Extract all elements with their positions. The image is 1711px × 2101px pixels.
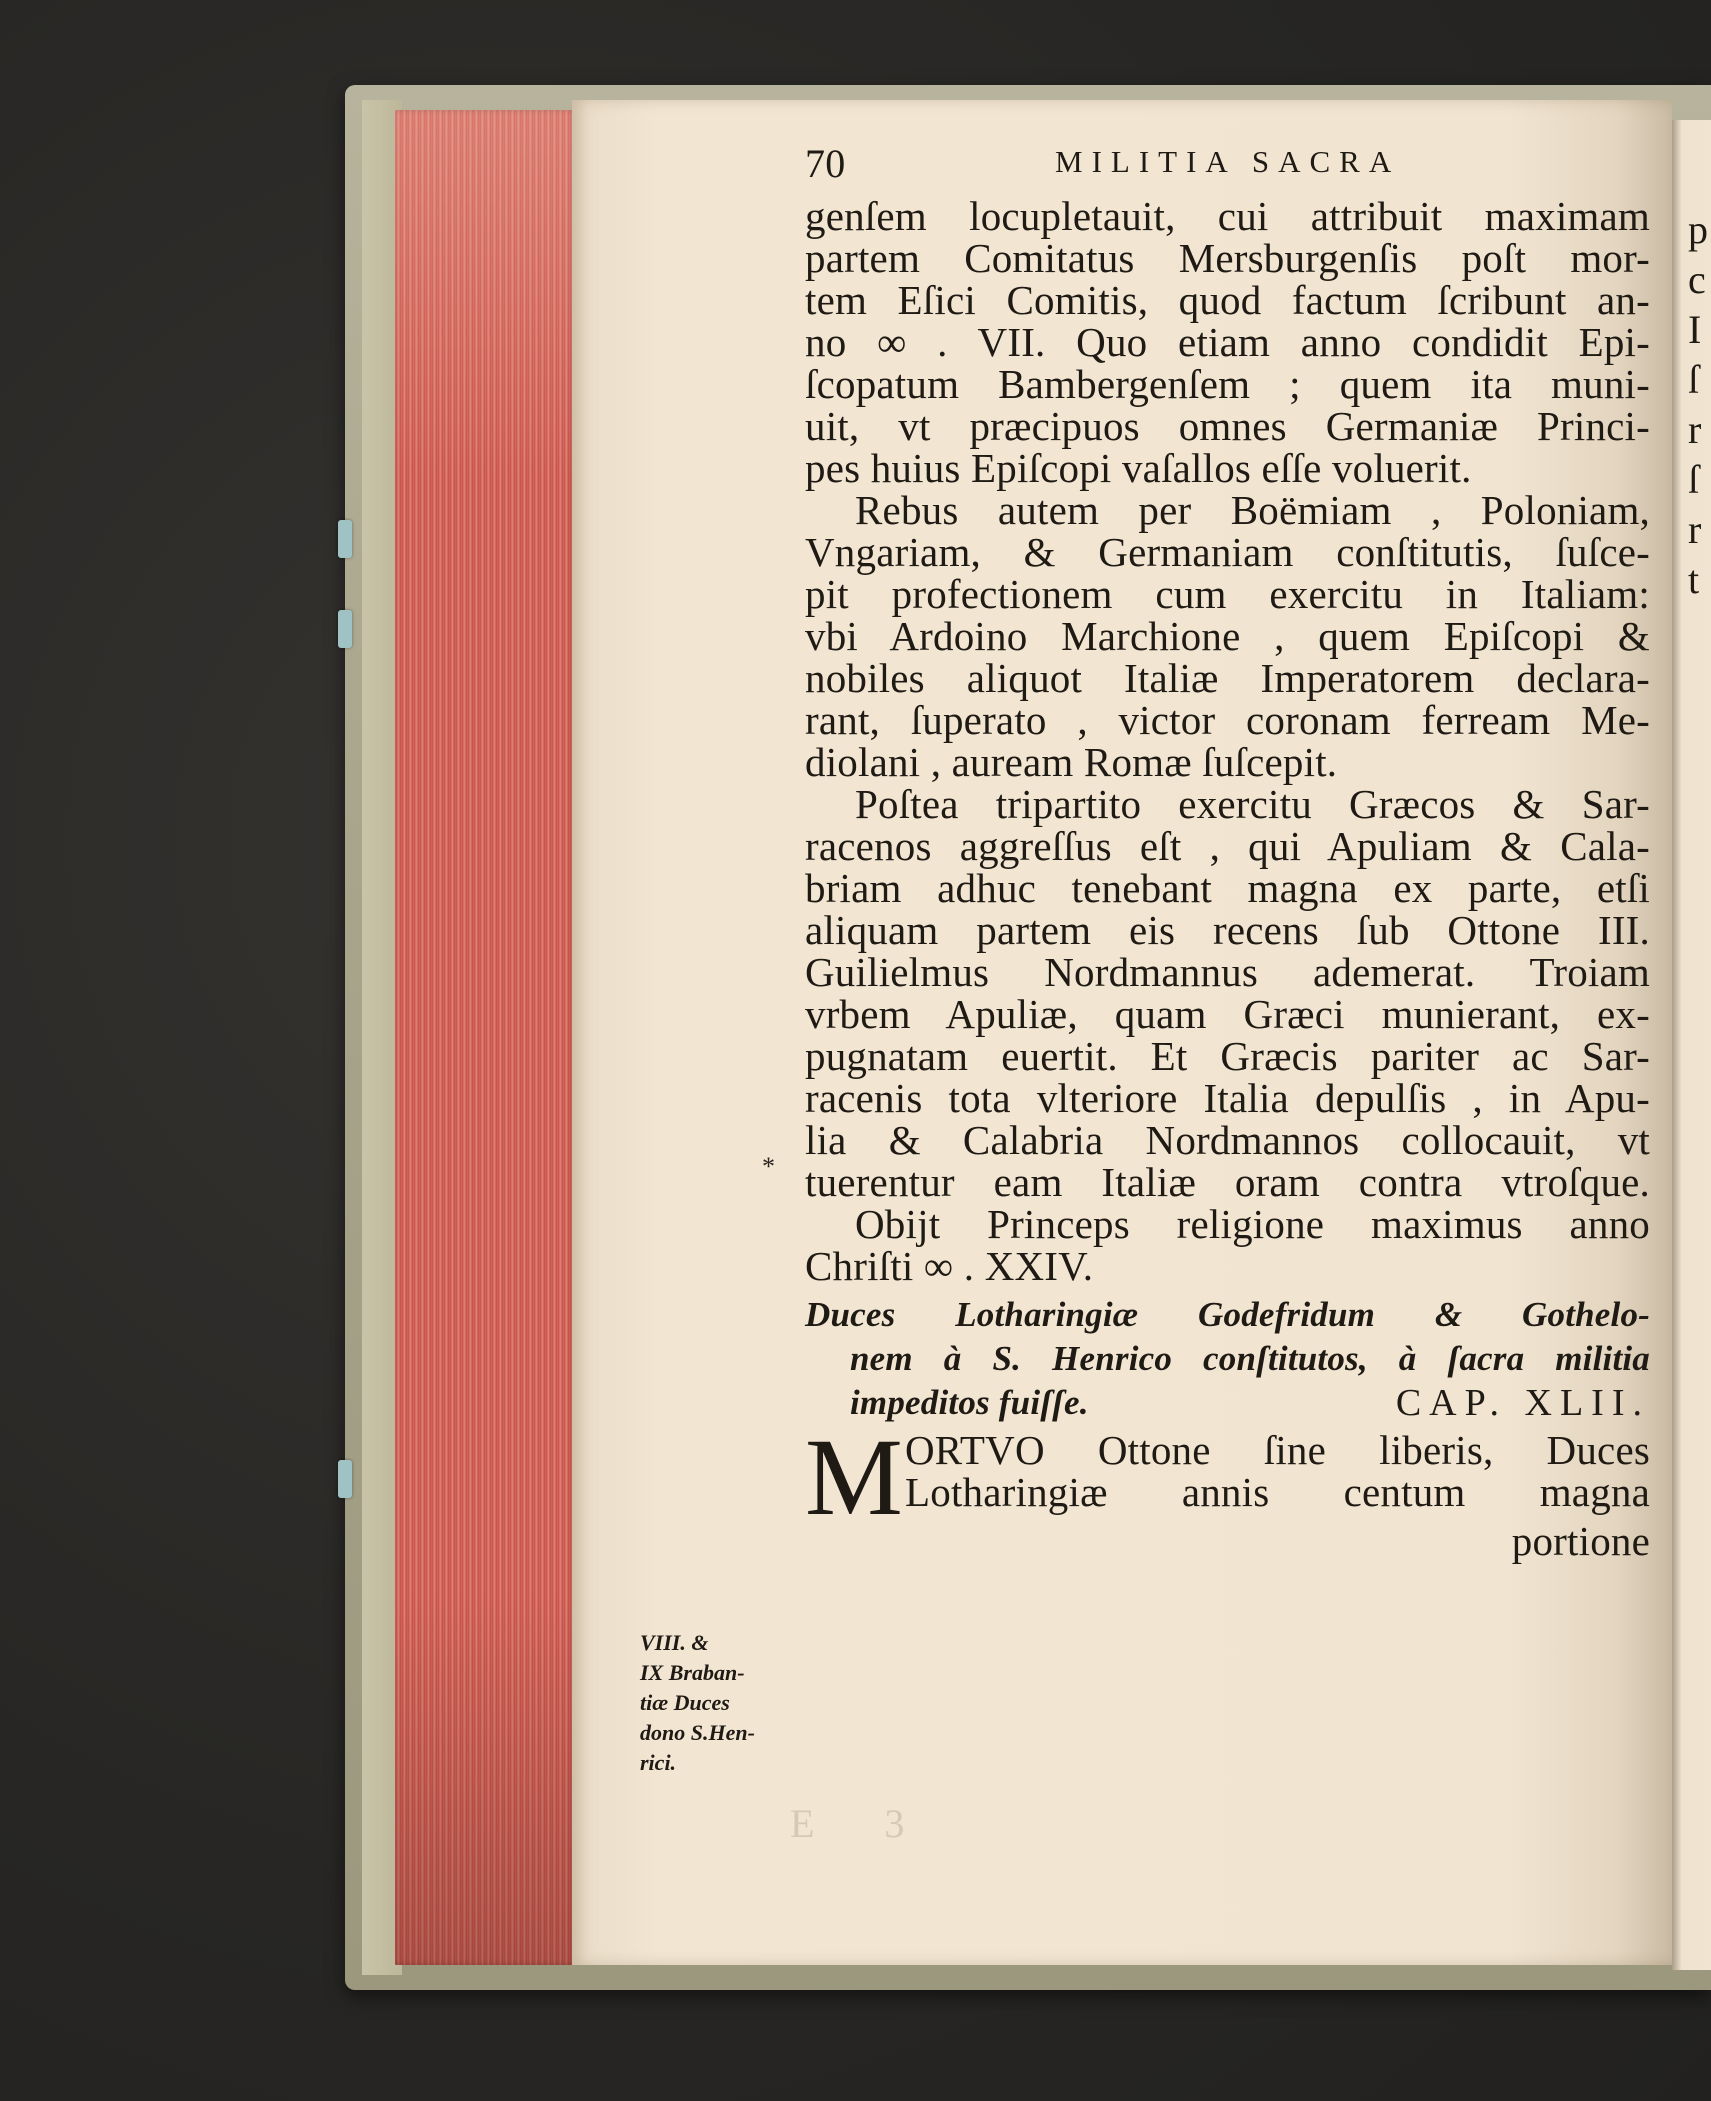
marginal-note-line: tiæ Duces <box>640 1690 730 1715</box>
clasp-tie-middle <box>338 610 352 648</box>
text-line: vbi Ardoino Marchione , quem Epiſcopi & <box>805 613 1650 659</box>
text-line: Guilielmus Nordmannus ademerat. Troiam <box>805 949 1650 995</box>
text-line: Poſtea tripartito exercitu Græcos & Sar- <box>855 781 1650 827</box>
chapter-heading-line: impeditos fuiſſe. <box>850 1383 1089 1422</box>
text-line: Rebus autem per Boëmiam , Poloniam, <box>855 487 1650 533</box>
marginal-note-line: rici. <box>640 1750 677 1775</box>
text-line: no ∞ . VII. Quo etiam anno condidit Epi- <box>805 319 1650 365</box>
facing-page-letter: p <box>1688 207 1708 252</box>
text-line: diolani , auream Romæ ſuſcepit. <box>805 739 1338 785</box>
body-text <box>805 195 1650 1287</box>
text-line: tem Eſici Comitis, quod factum ſcribunt an- <box>805 277 1650 323</box>
text-line: briam adhuc tenebant magna ex parte, etſi <box>805 865 1650 911</box>
page-number: 70 <box>805 141 846 186</box>
text-line: partem Comitatus Mersburgenſis poſt mor- <box>805 235 1650 281</box>
text-line: Obijt Princeps religione maximus anno <box>855 1201 1650 1247</box>
facing-page-letters <box>1688 205 1711 605</box>
running-title: MILITIA SACRA <box>1055 144 1401 179</box>
text-line: lia & Calabria Nordmannos collocauit, vt <box>805 1117 1650 1163</box>
chapter-heading-row <box>805 1381 1650 1425</box>
drop-cap: M <box>805 1416 904 1538</box>
marginal-note <box>640 1628 805 1778</box>
chapter-heading <box>805 1293 1650 1425</box>
text-line: tuerentur eam Italiæ oram contra vtroſque. <box>805 1159 1650 1205</box>
catchword: portione <box>1511 1518 1650 1564</box>
facing-page-letter: c <box>1688 257 1706 302</box>
opening-line: ORTVO Ottone ſine liberis, Duces <box>905 1427 1650 1473</box>
text-line: pit profectionem cum exercitu in Italiam: <box>805 571 1650 617</box>
clasp-tie-upper <box>338 520 352 558</box>
facing-page-letter: ſ <box>1688 457 1700 502</box>
text-line: vrbem Apuliæ, quam Græci munierant, ex- <box>805 991 1650 1037</box>
facing-page-letter: ſ <box>1688 357 1700 402</box>
facing-page-letter: r <box>1688 507 1702 552</box>
text-line: Chriſti ∞ . XXIV. <box>805 1243 1094 1289</box>
red-page-edges <box>395 110 575 1965</box>
text-line: racenos aggreſſus eſt , qui Apuliam & Cala- <box>805 823 1650 869</box>
marginal-note-line: dono S.Hen- <box>640 1720 755 1745</box>
text-line: uit, vt præcipuos omnes Germaniæ Princi- <box>805 403 1650 449</box>
facing-page-letter: I <box>1688 307 1702 352</box>
facing-page-letter: t <box>1688 557 1700 602</box>
text-line: Vngariam, & Germaniam conſtitutis, ſuſce- <box>805 529 1650 575</box>
text-line: pes huius Epiſcopi vaſallos eſſe voluerit. <box>805 445 1472 491</box>
text-line: aliquam partem eis recens ſub Ottone III. <box>805 907 1650 953</box>
page-header <box>805 140 1650 195</box>
text-line: racenis tota vlteriore Italia depulſis , in Apu- <box>805 1075 1650 1121</box>
facing-page-letter: r <box>1688 407 1702 452</box>
text-line: genſem locupletauit, cui attribuit maximam <box>805 193 1650 239</box>
chapter-number: CAP. XLII. <box>1395 1382 1650 1424</box>
opening-line: Lotharingiæ annis centum magna <box>905 1469 1650 1515</box>
chapter-heading-line: Duces Lotharingiæ Godefridum & Gothelo- <box>805 1295 1650 1334</box>
bleed-through-text: E 3 <box>790 1801 935 1846</box>
marginal-note-line: VIII. & <box>640 1630 709 1655</box>
text-line: ſcopatum Bambergenſem ; quem ita muni- <box>805 361 1650 407</box>
text-line: rant, ſuperato , victor coronam ferream Me- <box>805 697 1650 743</box>
chapter-opening <box>805 1416 1650 1538</box>
marginal-asterisk: * <box>762 1152 775 1181</box>
chapter-heading-line: nem à S. Henrico conſtitutos, à ſacra militia <box>850 1339 1650 1378</box>
clasp-tie-lower <box>338 1460 352 1498</box>
text-line: pugnatam euertit. Et Græcis pariter ac Sar- <box>805 1033 1650 1079</box>
page-text-block <box>805 140 1650 1563</box>
marginal-note-line: IX Braban- <box>640 1660 745 1685</box>
text-line: nobiles aliquot Italiæ Imperatorem declara- <box>805 655 1650 701</box>
